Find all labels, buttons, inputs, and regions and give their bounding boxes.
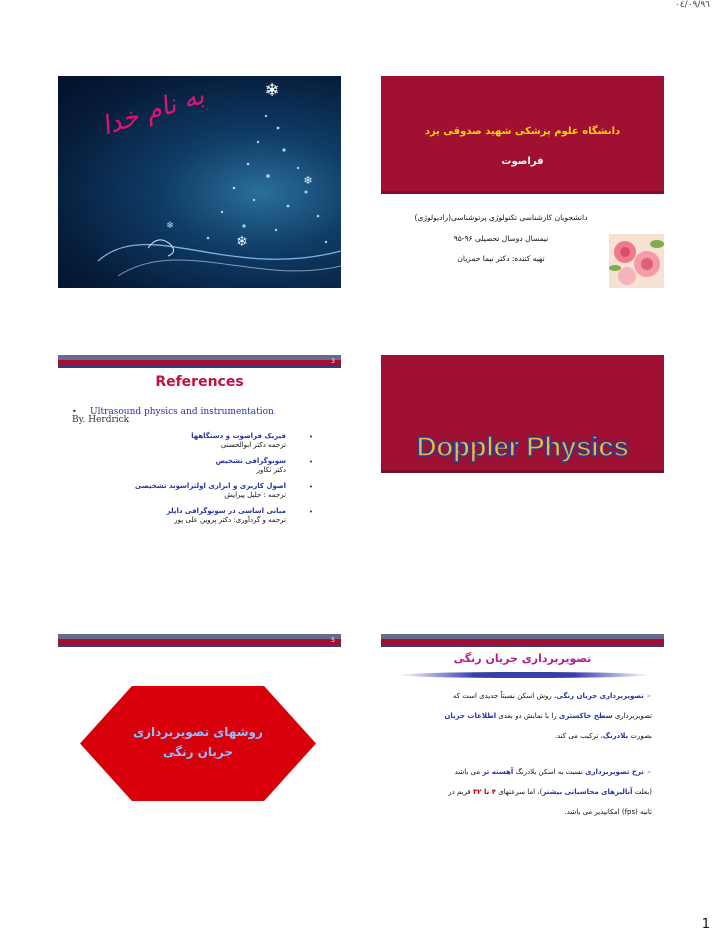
slide-3[interactable]: [58, 355, 341, 567]
slide-title: Doppler Physics: [416, 431, 629, 462]
svg-text:❄: ❄: [264, 80, 280, 101]
reference-item: مبانی اساسی در سونوگرافی داپلر ترجمه و گردآوری: دکتر پروین علی پور: [166, 507, 286, 524]
slide-title: تصویربرداری جریان رنگی: [453, 652, 592, 665]
svg-text:❄: ❄: [166, 221, 174, 231]
band-stripe: [381, 191, 664, 194]
course-title: فراصوت: [501, 156, 544, 167]
university-name: دانشگاه علوم پزشکی شهید صدوقی یزد: [424, 126, 621, 137]
reference-author: By. Herdrick: [72, 415, 130, 425]
slide-1[interactable]: [58, 76, 341, 288]
slide-4[interactable]: [381, 355, 664, 567]
header-bar-blue: [58, 645, 341, 647]
print-date: ٠٤/٠٩/٩٦: [674, 0, 710, 10]
paragraph-2: ➢ نرخ تصویربرداری نسبت به اسکن بلادرنگ آهسته تر می باشد (بعلت آنالیزهای محاسباتی بیشتر)، اما سرعتهای ۴ تا ۳۲ فریم در ثانیه (fps) امکانپذیر می باشد.: [448, 768, 652, 816]
reference-item: سونوگرافی تشخیص دکتر تکاور: [215, 457, 286, 474]
svg-text:❄: ❄: [303, 174, 313, 187]
bullet-icon: •: [308, 458, 313, 466]
bullet-arrow-icon: ➢: [646, 768, 652, 776]
slide-number: 5: [331, 637, 335, 644]
paragraph-1: ➢ تصویربرداری جریان رنگی، روش اسکن نسبتاً جدیدی است که تصویربرداری سطح خاکستری را با نمایش دو بعدی اطلاعات جریان بصورت بلادرنگ، ترکیب می کند.: [444, 692, 652, 740]
bullet-icon: •: [72, 407, 77, 416]
title-underline: [399, 672, 649, 678]
reference-item: فیزیک فراصوت و دستگاهها ترجمه دکتر ابوالحسنی: [191, 432, 286, 449]
header-bar-blue: [58, 366, 341, 368]
slide-2[interactable]: [381, 76, 664, 288]
bullet-icon: •: [308, 483, 313, 491]
bullet-icon: •: [308, 508, 313, 516]
bullet-arrow-icon: ➢: [646, 692, 652, 700]
header-bar-blue: [381, 645, 664, 647]
svg-text:❄: ❄: [236, 234, 248, 250]
slide-title: به نام خدا: [98, 80, 208, 142]
author-line: تهیه کننده: دکتر نیما حمزیان: [457, 254, 545, 263]
slide-5[interactable]: [58, 634, 341, 846]
bullet-icon: •: [308, 433, 313, 441]
reference-title: Ultrasound physics and instrumentation: [90, 407, 274, 417]
audience-line: دانشجویان کارشناسی تکنولوژی پرتوشناسی(رادیولوژی): [414, 213, 588, 222]
semester-line: نیمسال دوسال تحصیلی ۹۶-۹۵: [453, 234, 549, 243]
page-number: 1: [701, 917, 710, 932]
slide-6[interactable]: [381, 634, 664, 846]
slide-title: References: [155, 374, 244, 390]
flower-image: [609, 234, 664, 288]
reference-item: اصول کاربری و ابزاری اولتراسوند تشخیصی ترجمه : جلیل پیرایش: [134, 482, 286, 499]
section-title: روشهای تصویربرداری جریان رنگی: [133, 725, 263, 759]
slide-number: 3: [331, 358, 335, 365]
band-stripe: [381, 470, 664, 473]
